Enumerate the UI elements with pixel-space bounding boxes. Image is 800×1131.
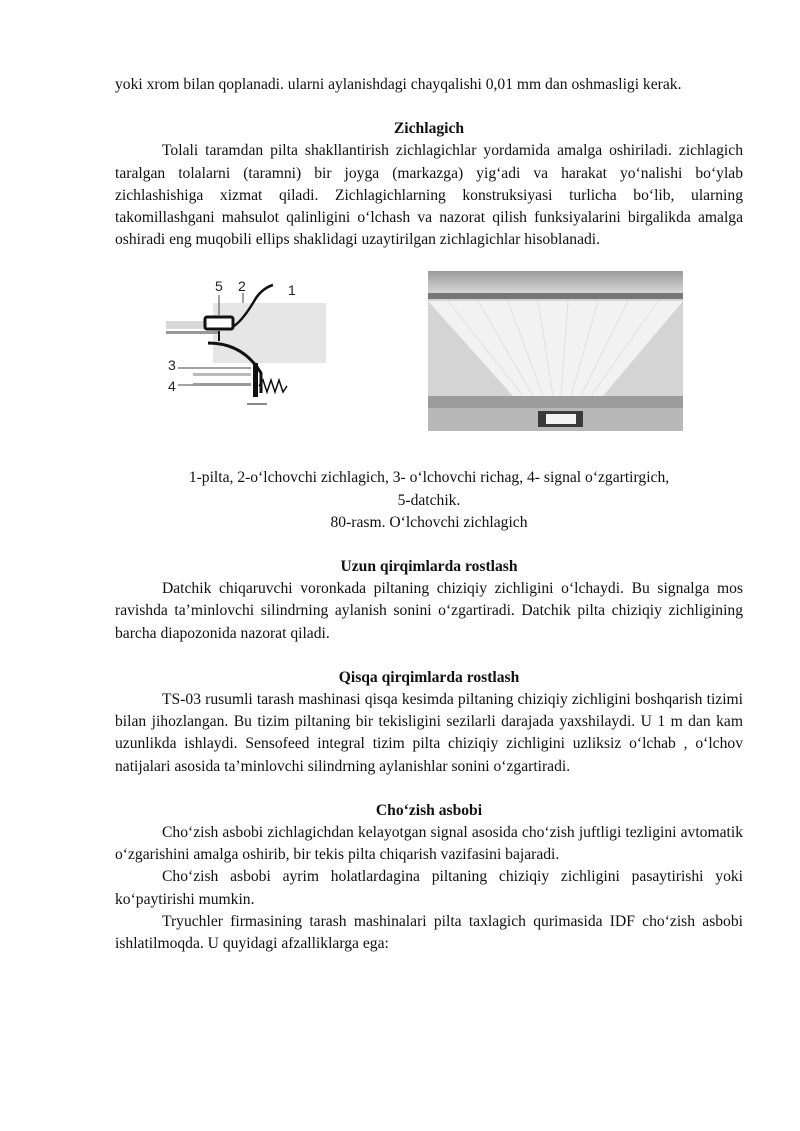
section-heading-zichlagich: Zichlagich	[393, 120, 465, 138]
figure-80	[115, 267, 743, 467]
document-page	[115, 74, 743, 955]
diagram-label-5: 5	[215, 278, 223, 295]
diagram-label-1: 1	[288, 282, 296, 299]
diagram-label-2: 2	[238, 278, 246, 295]
spring	[259, 380, 287, 392]
diagram-label-4: 4	[168, 378, 176, 395]
section-heading-qisqa: Qisqa qirqimlarda rostlash	[338, 668, 520, 686]
caption-line-2: 5-datchik.	[397, 491, 461, 509]
section-paragraph: Tolali taramdan pilta shakllantirish zichlagichlar yordamida amalga oshiriladi. zichlagich taralgan tolalarni (taramni) bir joyga (markazga) yig‘adi va harakat yo‘nalishi bo‘ylab zichlashishiga xizmat qiladi. Zichlagichlarning konstruksiyasi turlicha bo‘lib, ularning takomillashgani mahsulot qalinligini o‘lchash va nazorat qilish funksiyalarini birgalikda amalga oshiradi eng muqobili ellips shaklidagi uzaytirilgan zichlagichlar hisoblanadi.	[115, 142, 743, 249]
figure-caption	[115, 467, 743, 534]
section-paragraph: Datchik chiqaruvchi voronkada piltaning chiziqiy zichligini o‘lchaydi. Bu signalga mos ravishda ta’minlovchi silindrning aylanish sonini o‘zgartiradi. Datchik pilta chiziqiy zichligining barcha diapozonida nazorat qiladi.	[115, 580, 743, 642]
caption-line-1: 1-pilta, 2-o‘lchovchi zichlagich, 3- o‘lchovchi richag, 4- signal o‘zgartirgich,	[188, 469, 670, 487]
section-paragraph: TS-03 rusumli tarash mashinasi qisqa kesimda piltaning chiziqiy zichligini boshqarish tizimi bilan jihozlangan. Bu tizim piltaning bir tekisligini sezilarli darajada yaxshilaydi. U 1 m dan kam uzunlikda ishlaydi. Sensofeed integral tizim pilta chiziqiy zichligini uzliksiz o‘lchab , o‘lchov natijalari asosida ta’minlovchi silindrning aylanishlar sonini o‘zgartiradi.	[115, 691, 743, 775]
sensor-diagram	[163, 273, 328, 423]
diagram-label-3: 3	[168, 357, 176, 374]
section-paragraph: Tryuchler firmasining tarash mashinalari pilta taxlagich qurimasida IDF cho‘zish asbobi ishlatilmoqda. U quyidagi afzalliklarga ega:	[115, 912, 743, 953]
section-heading-chozish: Cho‘zish asbobi	[375, 801, 483, 819]
section-paragraph: Cho‘zish asbobi ayrim holatlardagina piltaning chiziqiy zichligini pasaytirishi yoki ko‘paytirishi mumkin.	[115, 868, 743, 908]
figure-title: 80-rasm. O‘lchovchi zichlagich	[330, 513, 528, 531]
sliver-background	[213, 303, 326, 363]
intro-paragraph: yoki xrom bilan qoplanadi. ularni aylanishdagi chayqalishi 0,01 mm dan oshmasligi kerak.	[115, 76, 682, 93]
condenser-photo	[428, 271, 683, 431]
section-paragraph: Cho‘zish asbobi zichlagichdan kelayotgan signal asosida cho‘zish juftligi tezligini avtomatik o‘zgarishini amalga oshirib, bir tekis pilta chiqarish vazifasini bajaradi.	[115, 824, 743, 864]
section-heading-uzun: Uzun qirqimlarda rostlash	[340, 558, 518, 576]
sensor-box	[205, 317, 233, 329]
